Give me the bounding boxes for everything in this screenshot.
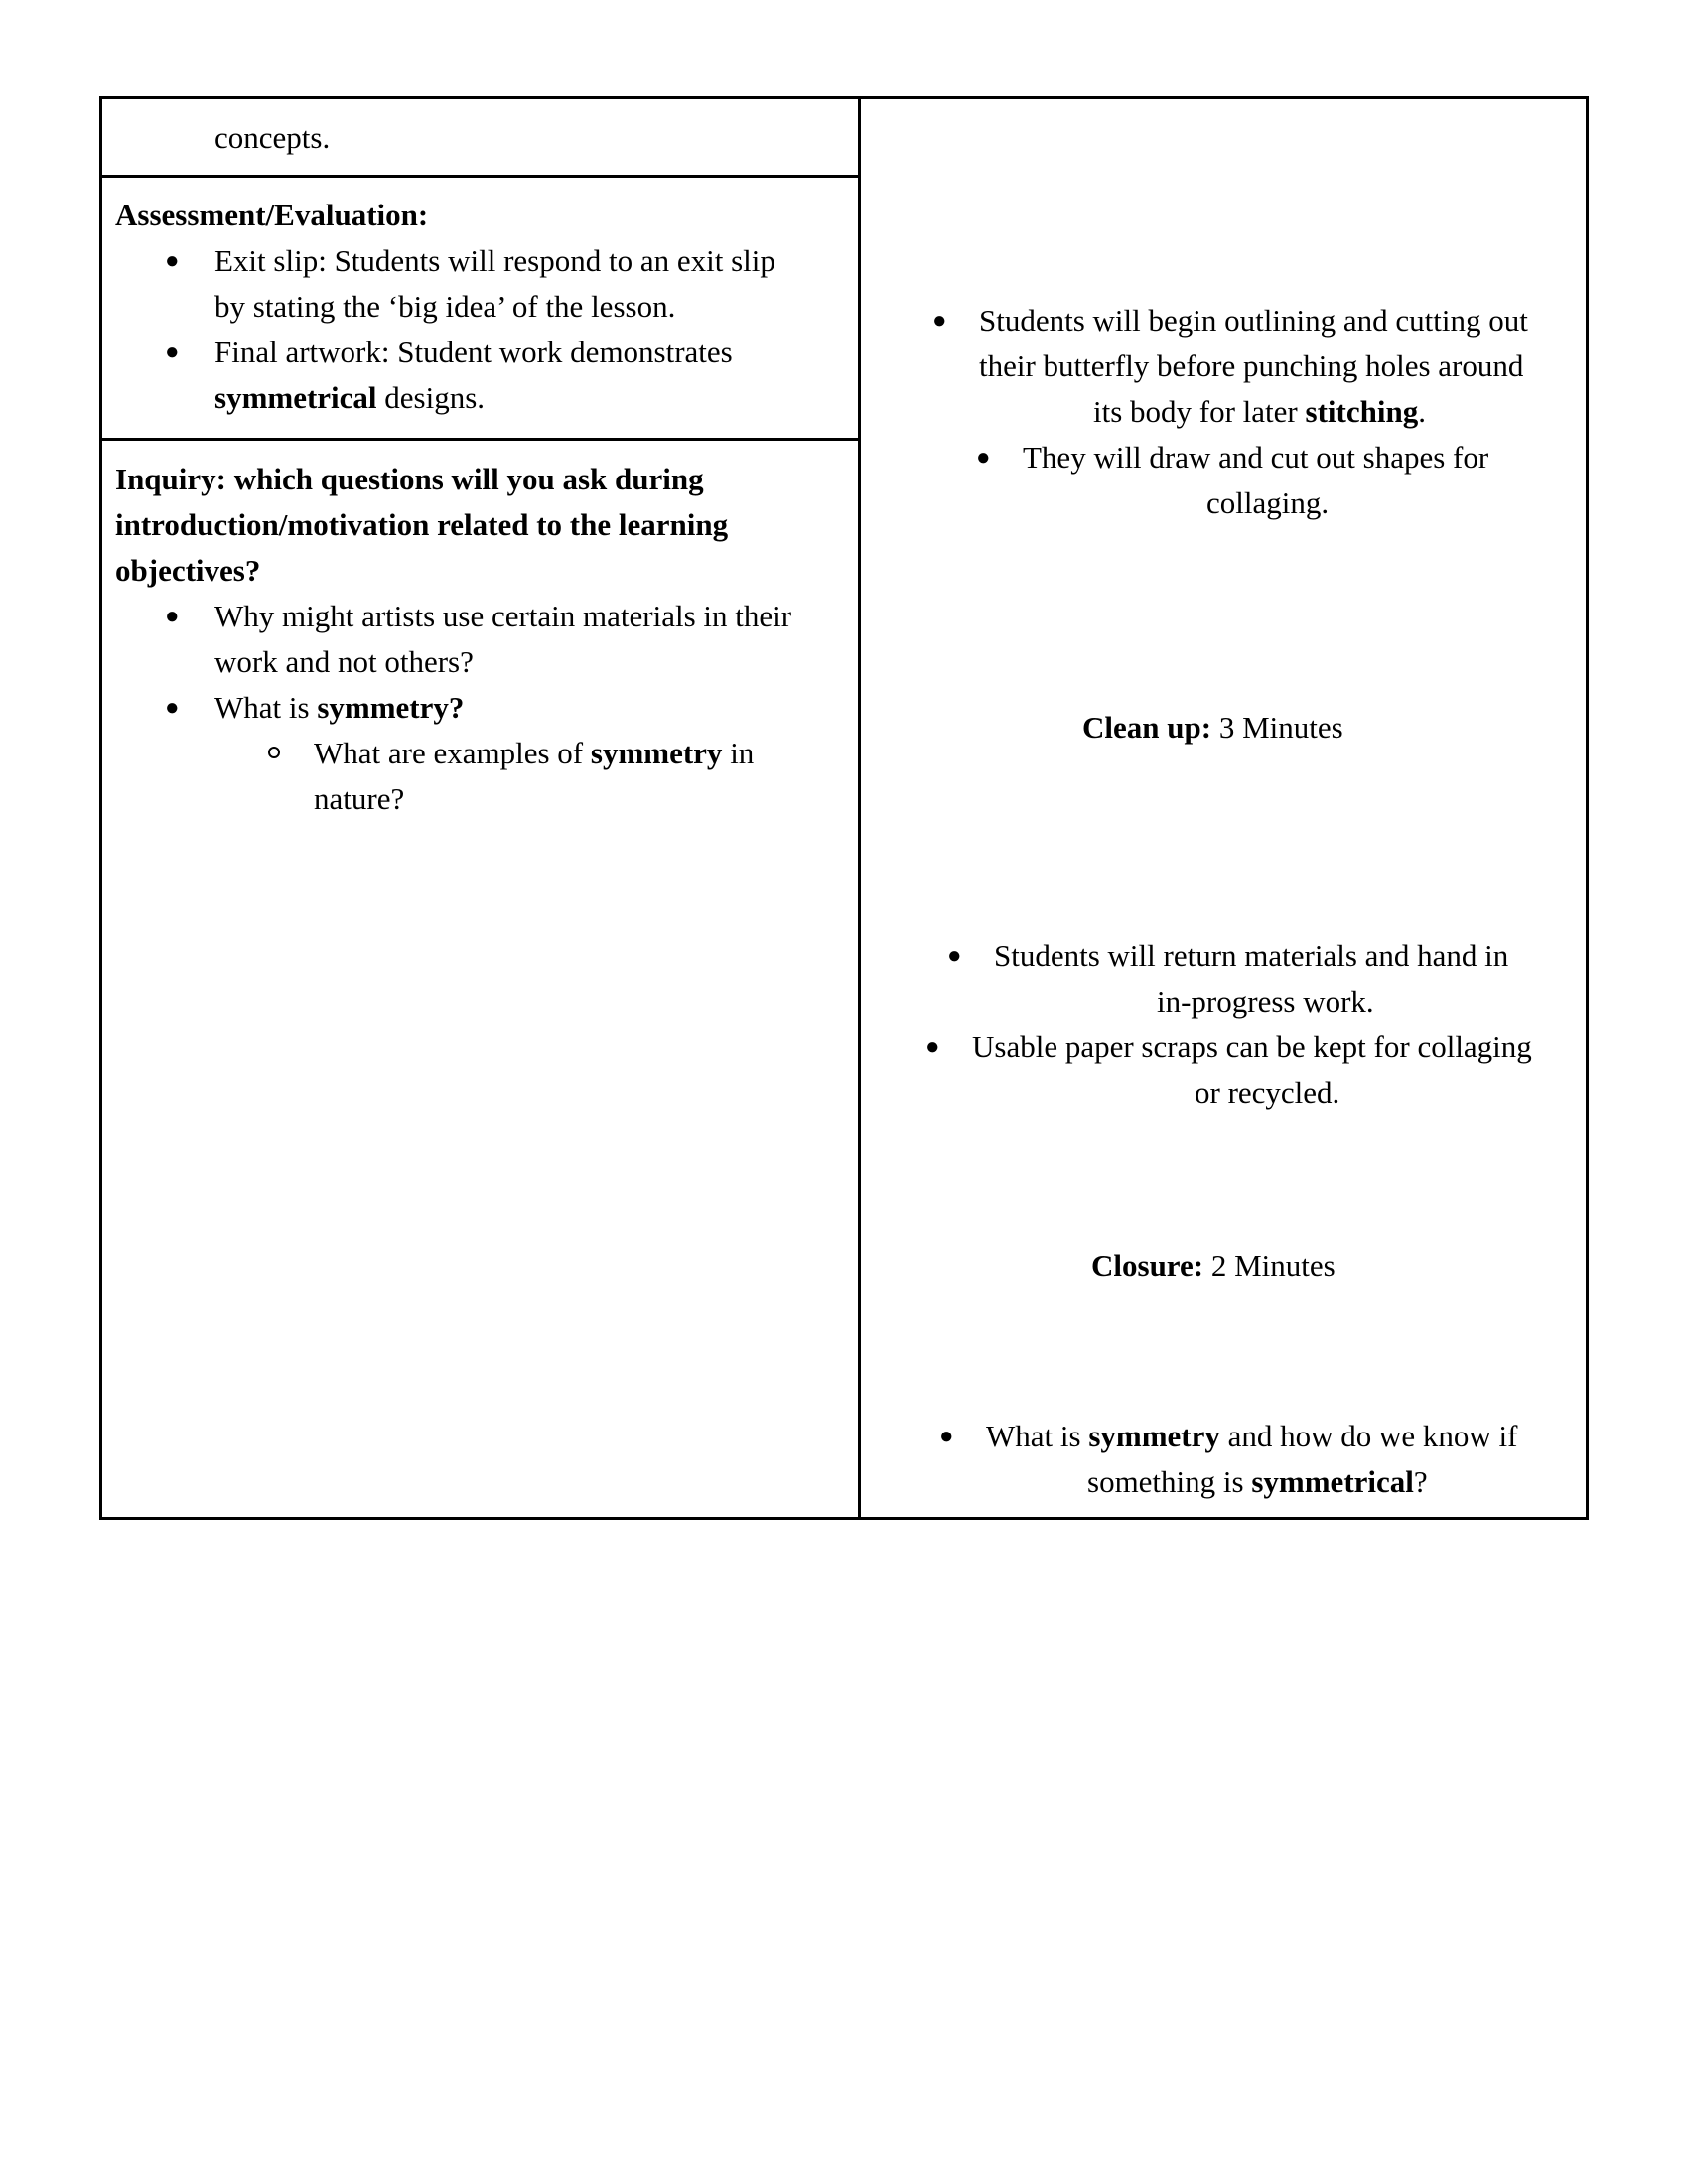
cleanup-heading (1082, 705, 1343, 751)
lesson-plan-table (99, 96, 1589, 1520)
item-text: and how do we know if (1219, 1419, 1518, 1453)
row-divider-2 (102, 438, 861, 441)
bullet-icon: ● (165, 340, 180, 365)
bullet-icon: ● (976, 445, 991, 471)
inquiry-q1-line1: Why might artists use certain materials in their (214, 599, 792, 633)
item-text: something is (1087, 1464, 1252, 1499)
closure-time: 2 Minutes (1203, 1248, 1336, 1283)
inquiry-q1-line2: work and not others? (214, 644, 474, 679)
bullet-icon: ● (165, 248, 180, 274)
item-text: designs. (376, 380, 486, 415)
inquiry-q2 (214, 685, 464, 731)
closure-b1-line1 (986, 1414, 1518, 1459)
row-divider-1 (102, 175, 861, 178)
bold-term: stitching (1305, 394, 1419, 429)
bullet-icon: ● (925, 1034, 940, 1060)
item-text: What is (986, 1419, 1089, 1453)
item-text: in (722, 736, 755, 770)
bullet-icon: ● (939, 1424, 954, 1449)
bullet-icon: ● (165, 604, 180, 629)
assessment-item-1-line2: by stating the ‘big idea’ of the lesson. (214, 289, 676, 324)
assessment-item-2-line1: Final artwork: Student work demonstrates (214, 335, 733, 369)
bullet-icon: ● (947, 943, 962, 969)
bold-term: symmetrical (1251, 1464, 1414, 1499)
bold-term: symmetry (1088, 1419, 1220, 1453)
item-text: ? (1413, 1464, 1428, 1499)
cleanup-b1-line2: in-progress work. (1157, 984, 1374, 1019)
cleanup-time: 3 Minutes (1211, 710, 1343, 745)
assessment-heading: Assessment/Evaluation: (115, 198, 429, 232)
cleanup-label: Clean up: (1082, 710, 1212, 745)
inquiry-heading-line1: Inquiry: which questions will you ask during (115, 462, 704, 496)
bold-term: symmetrical (214, 380, 377, 415)
inquiry-heading-line3: objectives? (115, 553, 261, 588)
cleanup-b2-line1: Usable paper scraps can be kept for collaging (972, 1029, 1532, 1064)
work-b2-line1: They will draw and cut out shapes for (1023, 440, 1489, 475)
closure-b1-line2 (1087, 1459, 1428, 1505)
item-text: . (1418, 394, 1426, 429)
inquiry-heading-line2: introduction/motivation related to the learning (115, 507, 729, 542)
hollow-circle-bullet-icon (268, 747, 280, 758)
work-b1-line2: their butterfly before punching holes around (979, 348, 1524, 383)
work-b2-line2: collaging. (1206, 485, 1330, 520)
work-b1-line1: Students will begin outlining and cutting out (979, 303, 1528, 338)
bullet-icon: ● (932, 308, 947, 334)
cleanup-b2-line2: or recycled. (1195, 1075, 1340, 1110)
bullet-icon: ● (165, 695, 180, 721)
inquiry-sub-q-line2: nature? (314, 781, 405, 816)
assessment-item-2-line2 (214, 375, 485, 421)
continued-text: concepts. (214, 120, 331, 155)
closure-label: Closure: (1091, 1248, 1204, 1283)
item-text: What are examples of (314, 736, 591, 770)
bold-term: symmetry? (317, 690, 465, 725)
assessment-item-1-line1: Exit slip: Students will respond to an exit slip (214, 243, 775, 278)
column-divider (858, 99, 861, 1517)
cleanup-b1-line1: Students will return materials and hand in (994, 938, 1509, 973)
item-text: its body for later (1093, 394, 1306, 429)
item-text: What is (214, 690, 318, 725)
bold-term: symmetry (590, 736, 723, 770)
closure-heading (1091, 1243, 1336, 1289)
inquiry-sub-q-line1 (314, 731, 754, 776)
work-b1-line3 (1093, 389, 1426, 435)
